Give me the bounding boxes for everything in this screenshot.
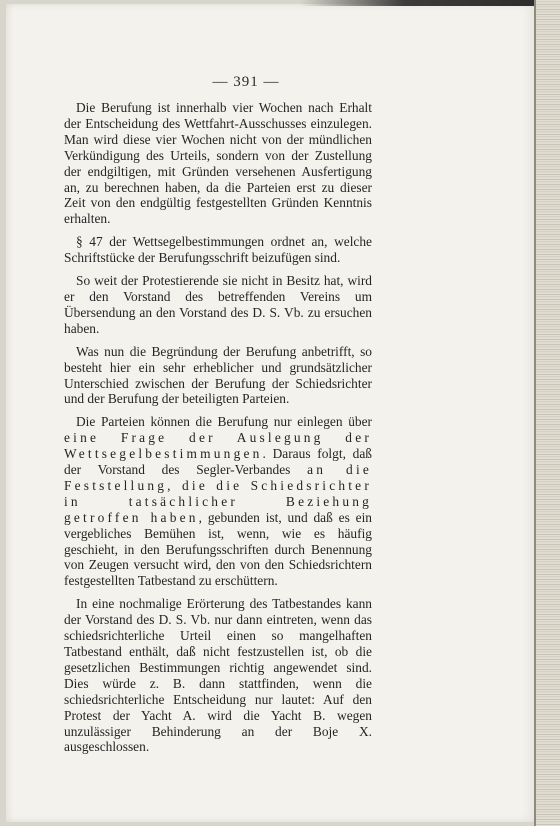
paragraph-begruendung: Was nun die Begründung der Berufung anbetrifft, so besteht hier ein sehr erheblicher und grundsätzlicher Unterschied zwischen der Berufung der Schiedsrichter und der Berufung der beteiligten Parteien. <box>64 343 372 407</box>
emphasis-auslegung: eine Frage der Auslegung der Wettsegelbestimmungen <box>64 430 372 462</box>
page-number: — 391 — <box>212 74 280 90</box>
paragraph-berufung-frist: Die Berufung ist innerhalb vier Wochen nach Erhalt der Entscheidung des Wettfahrt-Ausschusses einzulegen. Man wird diese vier Wochen nicht von der mündlichen Verkündigung des Urteils, sondern von der Zustellung der endgiltigen, mit Gründen versehenen Ausfertigung an, zu berechnen haben, da die Parteien erst zu dieser Zeit von den endgültig festgestellten Gründen Kenntnis erhalten. <box>64 100 372 227</box>
paragraph-parteien <box>64 414 372 589</box>
paragraph-parteien-part1: Die Parteien können die Berufung nur einlegen über <box>76 414 372 430</box>
paragraph-parteien-part3: , gebunden ist, und daß es ein vergebliches Bemühen ist, wenn, wie es häufig geschieht, in den Berufungsschriften durch Benennung von Zeugen versucht wird, den von den Schiedsrichtern festgestellten Tatbestand zu erschüttern. <box>64 509 372 589</box>
paragraph-parteien-part2: . Daraus folgt, daß der Vorstand des Segler-Verbandes <box>64 446 372 478</box>
emphasis-feststellung: an die Feststellung, die die Schiedsrichter in tatsächlicher Beziehung getroffen haben <box>64 462 373 525</box>
scan-top-edge <box>300 0 560 6</box>
paragraph-protestierende: So weit der Protestierende sie nicht in Besitz hat, wird er den Vorstand des betreffenden Vereins um Übersendung an den Vorstand des D. S. Vb. zu ersuchen haben. <box>64 273 372 336</box>
book-page-edges <box>534 0 560 826</box>
book-page <box>6 4 536 822</box>
page-body <box>64 100 372 762</box>
paragraph-eroerterung: In eine nochmalige Erörterung des Tatbestandes kann der Vorstand des D. S. Vb. nur dann eintreten, wenn das schiedsrichterliche Urteil einen so mangelhaften Tatbestand enthält, daß nicht festzustellen ist, ob die gesetzlichen Bestimmungen richtig angewendet sind. Dies würde z. B. dann stattfinden, wenn die schiedsrichterliche Entscheidung nur lautet: Auf den Protest der Yacht A. wird die Yacht B. wegen unzulässiger Behinderung an der Boje X. ausgeschlossen. <box>64 596 372 755</box>
paragraph-paragraph-47: § 47 der Wettsegelbestimmungen ordnet an, welche Schriftstücke der Berufungsschrift beizufügen sind. <box>64 234 372 266</box>
